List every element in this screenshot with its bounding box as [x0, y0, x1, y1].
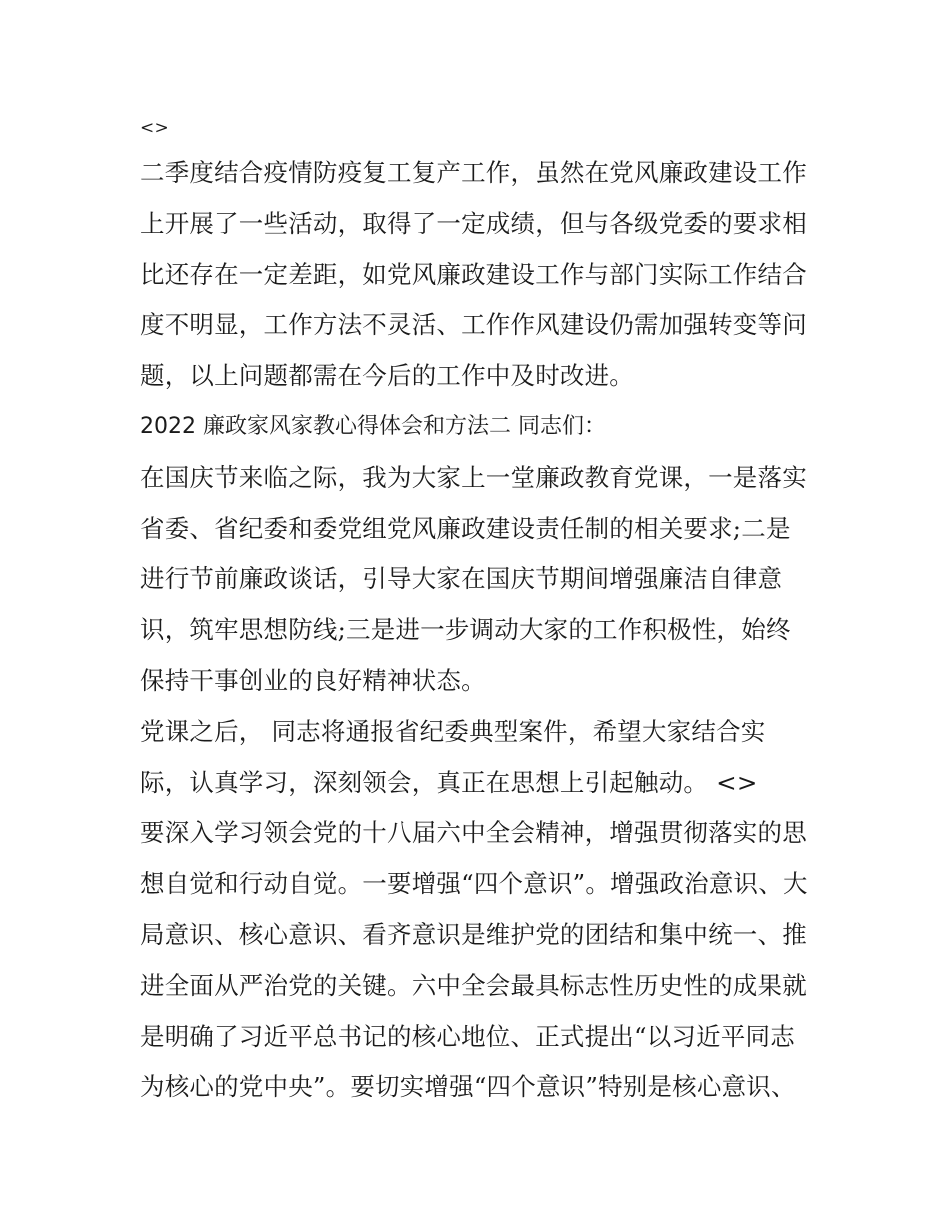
text-line-19: 为核心的党中央”。要切实增强“四个意识”特别是核心意识、	[140, 1072, 796, 1102]
document-page	[140, 108, 820, 1113]
text-line-3: 比还存在一定差距，如党风廉政建设工作与部门实际工作结合	[140, 259, 807, 289]
text-line-7: 在国庆节来临之际，我为大家上一堂廉政教育党课，一是落实	[140, 462, 807, 492]
text-line-15: 想自觉和行动自觉。一要增强“四个意识”。增强政治意识、大	[140, 869, 808, 899]
text-line-17: 进全面从严治党的关键。六中全会最具标志性历史性的成果就	[140, 970, 807, 1000]
text-line-11: 保持干事创业的良好精神状态。	[140, 665, 486, 695]
text-line-4: 度不明显，工作方法不灵活、工作作风建设仍需加强转变等问	[140, 310, 807, 340]
text-line-2: 上开展了一些活动，取得了一定成绩，但与各级党委的要求相	[140, 208, 807, 238]
text-line-14: 要深入学习领会党的十八届六中全会精神，增强贯彻落实的思	[140, 818, 807, 848]
text-line-16: 局意识、核心意识、看齐意识是维护党的团结和集中统一、推	[140, 919, 807, 949]
text-line-10: 识，筑牢思想防线;三是进一步调动大家的工作积极性，始终	[140, 615, 791, 645]
text-line-9: 进行节前廉政谈话，引导大家在国庆节期间增强廉洁自律意	[140, 564, 783, 594]
text-line-12: 党课之后， 同志将通报省纪委典型案件，希望大家结合实	[140, 716, 766, 746]
top-marker: <>	[140, 118, 169, 138]
text-line-8: 省委、省纪委和委党组党风廉政建设责任制的相关要求;二是	[140, 513, 791, 543]
text-line-13: 际，认真学习，深刻领会，真正在思想上引起触动。 <>	[140, 767, 758, 797]
section-heading: 2022 廉政家风家教心得体会和方法二 同志们：	[140, 413, 606, 439]
text-line-5: 题，以上问题都需在今后的工作中及时改进。	[140, 361, 634, 391]
text-line-18: 是明确了习近平总书记的核心地位、正式提出“以习近平同志	[140, 1021, 795, 1051]
text-line-1: 二季度结合疫情防疫复工复产工作，虽然在党风廉政建设工作	[140, 158, 807, 187]
